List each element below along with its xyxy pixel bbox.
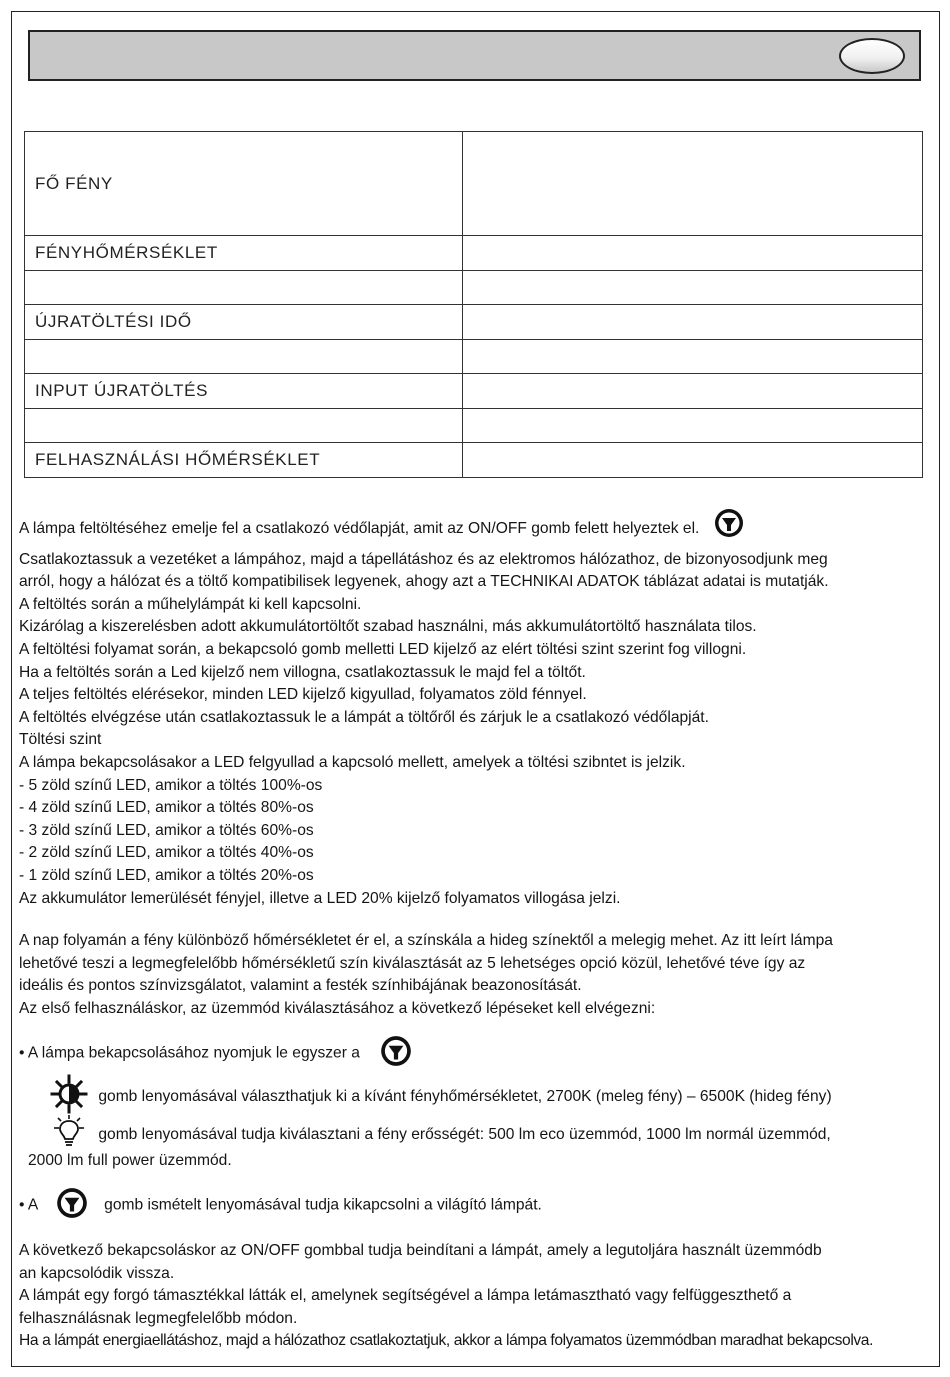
spec-label [25, 340, 463, 374]
charging-line: - 1 zöld színű LED, amikor a töltés 20%-os [19, 866, 314, 884]
charging-line: Ha a feltöltés során a Led kijelző nem villogna, csatlakoztassuk le majd fel a töltőt. [19, 663, 586, 681]
usage-line: lehetővé teszi a legmegfelelőbb hőmérsékletű szín kiválasztását az 5 lehetséges opció közül, lehetővé téve így az [19, 954, 806, 972]
table-row [25, 340, 923, 374]
spec-label: INPUT ÚJRATÖLTÉS [25, 374, 463, 409]
charging-line: A feltöltési folyamat során, a bekapcsoló gomb melletti LED kijelző az elért töltési szint szerint fog villogni. [19, 640, 747, 658]
spec-label: FÉNYHŐMÉRSÉKLET [25, 236, 463, 271]
charging-section [19, 509, 932, 910]
spec-label [25, 271, 463, 305]
charging-line: A feltöltés során a műhelylámpát ki kell kapcsolni. [19, 595, 362, 613]
bullet-power-off: • A gomb ismételt lenyomásával tudja kikapcsolni a világító lámpát. [19, 1186, 542, 1225]
closing-section [19, 1240, 932, 1353]
spec-value [463, 236, 923, 271]
closing-line: A következő bekapcsoláskor az ON/OFF gombbal tudja beindítani a lámpát, amely a legutoljára használt üzemmódb [19, 1242, 822, 1259]
spec-value [463, 271, 923, 305]
spec-value [463, 340, 923, 374]
bulb-icon [46, 1114, 92, 1155]
closing-line: A lámpát egy forgó támasztékkal látták el, amelynek segítségével a lámpa letámasztható vagy felfüggeszthető a [19, 1287, 792, 1305]
usage-section [19, 930, 932, 1020]
brightness-selection-line: gomb lenyomásával tudja kiválasztani a fény erősségét: 500 lm eco üzemmód, 1000 lm normál üzemmód, [46, 1114, 831, 1155]
spec-label: ÚJRATÖLTÉSI IDŐ [25, 305, 463, 340]
charging-line: Csatlakoztassuk a vezetéket a lámpához, majd a tápellátáshoz és az elektromos hálózathoz, de bizonyosodjunk meg [19, 550, 828, 568]
usage-line: ideális és pontos színvizsgálatot, valamint a festék színhibájának beazonosítását. [19, 977, 582, 995]
spec-value [463, 443, 923, 478]
table-row [25, 374, 923, 409]
charging-line: A lámpa bekapcsolásakor a LED felgyullad a kapcsoló mellett, amelyek a töltési szibntet is jelzik. [19, 753, 686, 771]
charging-line: Kizárólag a kiszerelésben adott akkumulátortöltőt szabad használni, más akkumulátortöltő használata tilos. [19, 618, 757, 636]
charging-line: - 2 zöld színű LED, amikor a töltés 40%-os [19, 844, 314, 862]
brightness-selection-line-2: 2000 lm full power üzemmód. [28, 1152, 232, 1169]
table-row [25, 236, 923, 271]
spec-table [24, 131, 923, 478]
charging-line: - 4 zöld színű LED, amikor a töltés 80%-os [19, 799, 314, 817]
sun-gear-icon [46, 1074, 92, 1119]
table-row [25, 305, 923, 340]
closing-line: an kapcsolódik vissza. [19, 1264, 175, 1282]
closing-line: felhasználásnak legmegfelelőbb módon. [19, 1309, 298, 1327]
charging-line: - 3 zöld színű LED, amikor a töltés 60%-os [19, 821, 314, 839]
charging-line: A lámpa feltöltéséhez emelje fel a csatlakozó védőlapját, amit az ON/OFF gomb felett helyeztek el. [19, 509, 932, 549]
table-row [25, 443, 923, 478]
spec-value [463, 132, 923, 236]
charging-line: A teljes feltöltés elérésekor, minden LED kijelző kigyullad, folyamatos zöld fénnyel. [19, 686, 587, 704]
closing-line: Ha a lámpát energiaellátáshoz, majd a hálózathoz csatlakoztatjuk, akkor a lámpa folyamatos üzemmódban maradhat bekapcsolva. [19, 1332, 873, 1350]
charging-line: - 5 zöld színű LED, amikor a töltés 100%-os [19, 776, 323, 794]
temp-selection-line: gomb lenyomásával választhatjuk ki a kívánt fényhőmérsékletet, 2700K (meleg fény) – 6500K (hideg fény) [46, 1074, 832, 1119]
bullet-power-on: • A lámpa bekapcsolásához nyomjuk le egyszer a [19, 1034, 414, 1073]
table-row [25, 271, 923, 305]
usage-line: A nap folyamán a fény különböző hőmérsékletet ér el, a színskála a hideg színektől a melegig mehet. Az itt leírt lámpa [19, 932, 833, 949]
spec-label: FŐ FÉNY [25, 132, 463, 236]
power-lamp-icon [378, 1034, 414, 1073]
charging-line: arról, hogy a hálózat és a töltő kompatibilisek legyenek, ahogy azt a TECHNIKAI ADATOK táblázat adatai is mutatják. [19, 573, 829, 591]
table-row [25, 409, 923, 443]
table-row [25, 132, 923, 236]
power-lamp-icon [54, 1186, 90, 1225]
spec-value [463, 374, 923, 409]
spec-value [463, 409, 923, 443]
spec-label: FELHASZNÁLÁSI HŐMÉRSÉKLET [25, 443, 463, 478]
charging-line: A feltöltés elvégzése után csatlakoztassuk le a lámpát a töltőről és zárjuk le a csatlakozó védőlapját. [19, 708, 709, 726]
header-bar [28, 30, 921, 81]
spec-label [25, 409, 463, 443]
header-oval-badge [839, 38, 905, 74]
power-lamp-icon [712, 507, 746, 547]
charging-line: Az akkumulátor lemerülését fényjel, illetve a LED 20% kijelző folyamatos villogása jelzi. [19, 889, 621, 907]
usage-line: Az első felhasználáskor, az üzemmód kiválasztásához a következő lépéseket kell elvégezni: [19, 999, 656, 1017]
charging-line: Töltési szint [19, 731, 102, 749]
spec-value [463, 305, 923, 340]
